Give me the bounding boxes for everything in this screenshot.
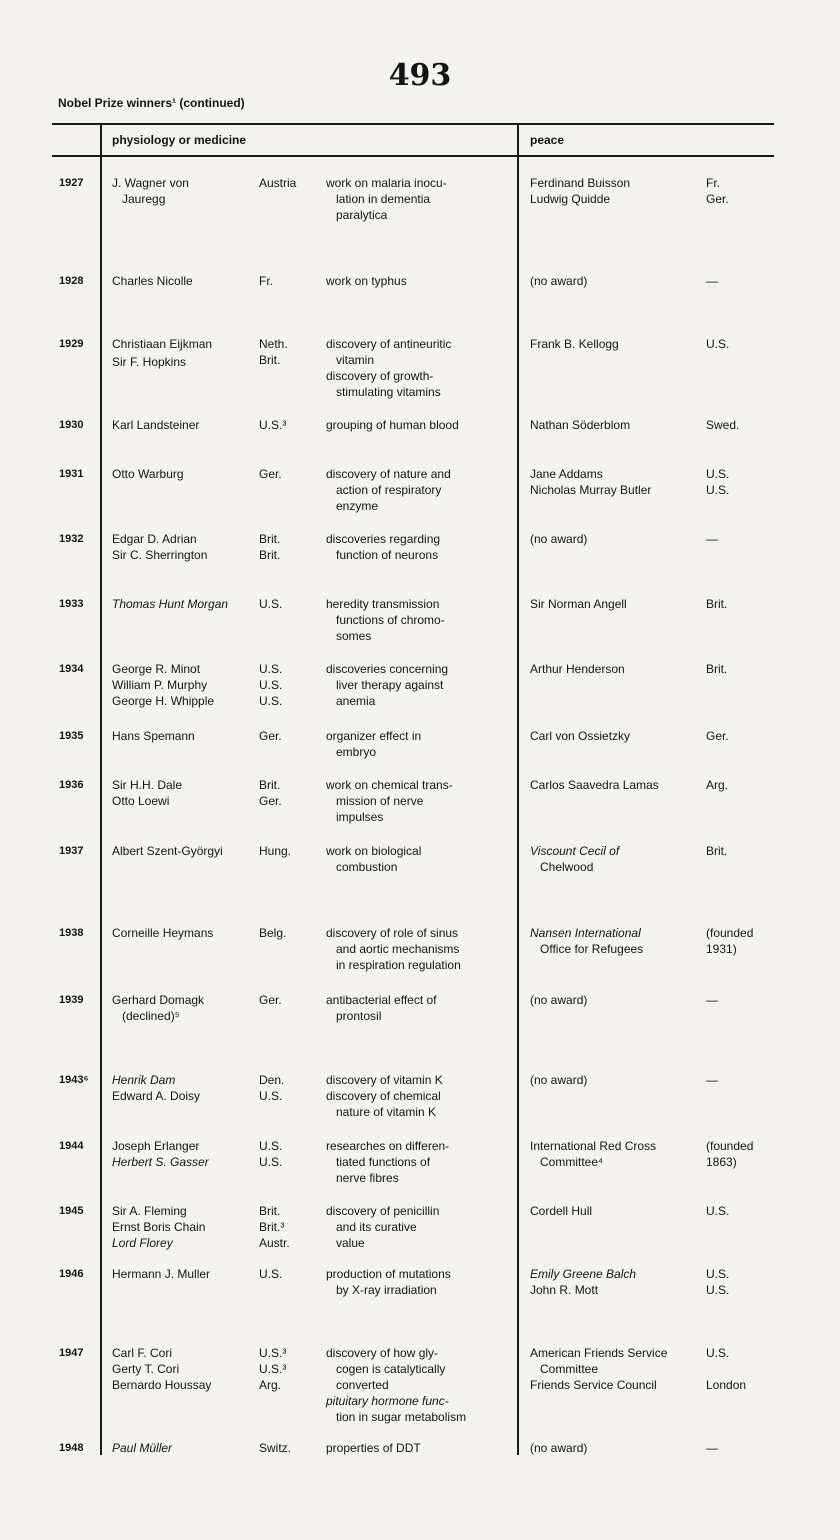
physiology-work [326, 925, 511, 973]
physiology-work-line: combustion [336, 860, 398, 874]
physiology-work [326, 1072, 511, 1120]
physiology-work-line: work on biological [326, 844, 422, 858]
physiology-laureate-line: Ernst Boris Chain [112, 1220, 206, 1234]
physiology-work [326, 1440, 511, 1456]
peace-country [706, 661, 776, 677]
physiology-country-line: Brit.³ [259, 1220, 285, 1234]
peace-laureate [530, 1138, 706, 1170]
peace-laureate-line: American Friends Service [530, 1346, 668, 1360]
peace-laureate [530, 1345, 706, 1393]
peace-country [706, 417, 776, 433]
peace-country [706, 531, 776, 547]
peace-country-line: Swed. [706, 418, 740, 432]
peace-country-line: 1863) [706, 1155, 737, 1169]
physiology-country [259, 1203, 321, 1251]
physiology-country [259, 1266, 321, 1282]
physiology-country [259, 925, 321, 941]
physiology-country-line: Brit. [259, 548, 281, 562]
physiology-work-line: tiated functions of [336, 1155, 431, 1169]
physiology-country-line: Brit. [259, 1204, 281, 1218]
physiology-country [259, 1138, 321, 1170]
physiology-work-line: work on chemical trans- [326, 778, 453, 792]
peace-laureate-line: Ferdinand Buisson [530, 176, 631, 190]
physiology-laureate-line: Henrik Dam [112, 1073, 176, 1087]
physiology-country [259, 1072, 321, 1104]
peace-laureate [530, 1266, 706, 1298]
peace-country [706, 728, 776, 744]
physiology-country-line: U.S.³ [259, 418, 287, 432]
physiology-work-line: discovery of how gly- [326, 1346, 439, 1360]
peace-laureate [530, 992, 706, 1008]
physiology-laureate-line: (declined)⁵ [122, 1009, 180, 1023]
physiology-laureate [112, 925, 257, 941]
physiology-work-line: nerve fibres [336, 1171, 399, 1185]
physiology-work-line: mission of nerve [336, 794, 424, 808]
year-cell: 1936 [59, 779, 84, 791]
physiology-work [326, 1203, 511, 1251]
peace-laureate-line: John R. Mott [530, 1283, 599, 1297]
peace-country [706, 1203, 776, 1219]
physiology-laureate-line: Hermann J. Muller [112, 1267, 211, 1281]
section-divider [517, 125, 519, 1455]
physiology-work-line: anemia [336, 694, 376, 708]
physiology-work-line: and its curative [336, 1220, 417, 1234]
peace-country-line: Ger. [706, 192, 729, 206]
peace-laureate-line: Nathan Söderblom [530, 418, 631, 432]
physiology-laureate [112, 175, 257, 207]
peace-laureate-line: Carlos Saavedra Lamas [530, 778, 659, 792]
physiology-laureate [112, 417, 257, 433]
physiology-work-line: functions of chromo- [336, 613, 445, 627]
physiology-country-line: U.S. [259, 1267, 283, 1281]
physiology-work-line: work on typhus [326, 274, 407, 288]
physiology-laureate-line: Hans Spemann [112, 729, 195, 743]
peace-country-line: Brit. [706, 597, 728, 611]
peace-country-line: U.S. [706, 1267, 730, 1281]
physiology-laureate-line: Thomas Hunt Morgan [112, 597, 229, 611]
physiology-country-line: Austria [259, 176, 297, 190]
physiology-laureate-line: Jauregg [122, 192, 166, 206]
peace-laureate [530, 336, 706, 352]
physiology-work [326, 1266, 511, 1298]
physiology-country-line: U.S.³ [259, 1346, 287, 1360]
physiology-work-line: and aortic mechanisms [336, 942, 460, 956]
physiology-work [326, 466, 511, 514]
table-header-rule [52, 155, 774, 157]
physiology-laureate [112, 273, 257, 289]
physiology-laureate [112, 728, 257, 744]
physiology-laureate [112, 843, 257, 859]
physiology-country [259, 1345, 321, 1393]
physiology-work-line: properties of DDT [326, 1441, 421, 1455]
physiology-work [326, 273, 511, 289]
peace-laureate-line: (no award) [530, 274, 588, 288]
physiology-country [259, 992, 321, 1008]
peace-country-line: U.S. [706, 1204, 730, 1218]
physiology-laureate-line: Sir C. Sherrington [112, 548, 208, 562]
physiology-laureate [112, 661, 257, 709]
physiology-country-line: U.S. [259, 597, 283, 611]
peace-country [706, 1345, 776, 1393]
physiology-work-line: stimulating vitamins [336, 385, 441, 399]
peace-laureate [530, 1203, 706, 1219]
peace-laureate [530, 925, 706, 957]
column-header-physiology: physiology or medicine [112, 133, 247, 147]
physiology-country [259, 777, 321, 809]
physiology-laureate-line: Edgar D. Adrian [112, 532, 197, 546]
physiology-work-line: by X-ray irradiation [336, 1283, 437, 1297]
year-cell: 1938 [59, 927, 84, 939]
physiology-country-line: Hung. [259, 844, 292, 858]
peace-country-line: — [706, 532, 718, 546]
physiology-work [326, 728, 511, 760]
physiology-laureate-line: Albert Szent-Györgyi [112, 844, 223, 858]
year-cell: 1934 [59, 663, 84, 675]
peace-country [706, 925, 776, 957]
physiology-laureate-line: George H. Whipple [112, 694, 215, 708]
year-cell: 1928 [59, 275, 84, 287]
physiology-country-line: Belg. [259, 926, 287, 940]
physiology-work-line: liver therapy against [336, 678, 444, 692]
physiology-work-line: discoveries concerning [326, 662, 449, 676]
peace-country [706, 336, 776, 352]
physiology-country [259, 531, 321, 563]
physiology-country-line: Brit. [259, 778, 281, 792]
physiology-work-line: discoveries regarding [326, 532, 441, 546]
physiology-laureate-line: Otto Loewi [112, 794, 170, 808]
year-cell: 1946 [59, 1268, 84, 1280]
physiology-country-line: Switz. [259, 1441, 292, 1455]
peace-country-line: Brit. [706, 662, 728, 676]
physiology-laureate-line: Paul Müller [112, 1441, 173, 1455]
physiology-laureate-line: Corneille Heymans [112, 926, 214, 940]
peace-laureate [530, 273, 706, 289]
physiology-country-line: Neth. [259, 337, 288, 351]
physiology-country [259, 175, 321, 191]
peace-country-line: — [706, 1441, 718, 1455]
physiology-country [259, 336, 321, 368]
peace-country-line: — [706, 274, 718, 288]
physiology-work-line: cogen is catalytically [336, 1362, 446, 1376]
physiology-country-line: U.S. [259, 694, 283, 708]
physiology-country-line: U.S. [259, 1139, 283, 1153]
physiology-work [326, 175, 511, 223]
physiology-work-line: organizer effect in [326, 729, 422, 743]
physiology-laureate [112, 336, 257, 370]
physiology-work-line: converted [336, 1378, 389, 1392]
physiology-laureate-line: Herbert S. Gasser [112, 1155, 209, 1169]
physiology-work [326, 843, 511, 875]
peace-laureate [530, 777, 706, 793]
physiology-work [326, 777, 511, 825]
peace-laureate [530, 1440, 706, 1456]
physiology-country [259, 466, 321, 482]
physiology-laureate-line: Charles Nicolle [112, 274, 193, 288]
physiology-country-line: Brit. [259, 532, 281, 546]
peace-laureate-line: Frank B. Kellogg [530, 337, 619, 351]
physiology-work [326, 992, 511, 1024]
peace-country-line: Fr. [706, 176, 720, 190]
peace-laureate-line: Nicholas Murray Butler [530, 483, 652, 497]
physiology-laureate [112, 1345, 257, 1393]
peace-laureate-line: Carl von Ossietzky [530, 729, 631, 743]
physiology-laureate [112, 596, 257, 612]
physiology-laureate-line: Lord Florey [112, 1236, 173, 1250]
peace-laureate [530, 466, 706, 498]
peace-country [706, 596, 776, 612]
physiology-laureate-line: Christiaan Eijkman [112, 337, 213, 351]
peace-laureate-line: Arthur Henderson [530, 662, 625, 676]
peace-country-line: Ger. [706, 729, 729, 743]
physiology-country [259, 843, 321, 859]
physiology-country-line: Ger. [259, 794, 282, 808]
physiology-work-line: work on malaria inocu- [326, 176, 447, 190]
year-cell: 1944 [59, 1140, 84, 1152]
year-cell: 1948 [59, 1442, 84, 1454]
physiology-work-line: embryo [336, 745, 377, 759]
physiology-laureate-line: Carl F. Cori [112, 1346, 173, 1360]
peace-country-line: — [706, 1073, 718, 1087]
peace-country [706, 466, 776, 498]
physiology-laureate-line: J. Wagner von [112, 176, 189, 190]
physiology-work-line: lation in dementia [336, 192, 431, 206]
physiology-work [326, 1138, 511, 1186]
physiology-country-line: Ger. [259, 467, 282, 481]
physiology-work-line: production of mutations [326, 1267, 451, 1281]
physiology-laureate-line: William P. Murphy [112, 678, 208, 692]
physiology-country-line: U.S. [259, 1089, 283, 1103]
physiology-work-line: somes [336, 629, 372, 643]
physiology-laureate [112, 992, 257, 1024]
physiology-work-line: nature of vitamin K [336, 1105, 437, 1119]
physiology-work [326, 596, 511, 644]
year-cell: 1943⁶ [59, 1074, 89, 1086]
physiology-work-line: enzyme [336, 499, 379, 513]
physiology-laureate-line: Joseph Erlanger [112, 1139, 200, 1153]
peace-laureate-line: International Red Cross [530, 1139, 657, 1153]
peace-country-line: 1931) [706, 942, 737, 956]
peace-laureate-line: Viscount Cecil of [530, 844, 620, 858]
peace-country [706, 1072, 776, 1088]
physiology-work-line: heredity transmission [326, 597, 440, 611]
year-cell: 1932 [59, 533, 84, 545]
physiology-work-line: discovery of chemical [326, 1089, 441, 1103]
peace-laureate-line: Sir Norman Angell [530, 597, 627, 611]
physiology-work-line: discovery of nature and [326, 467, 451, 481]
peace-laureate-line: Jane Addams [530, 467, 603, 481]
physiology-laureate [112, 466, 257, 482]
table-top-rule [52, 123, 774, 125]
year-cell: 1930 [59, 419, 84, 431]
year-cell: 1929 [59, 338, 84, 350]
physiology-country-line: Austr. [259, 1236, 290, 1250]
peace-laureate-line: Friends Service Council [530, 1378, 657, 1392]
peace-laureate [530, 417, 706, 433]
physiology-work-line: grouping of human blood [326, 418, 459, 432]
year-cell: 1947 [59, 1347, 84, 1359]
physiology-laureate-line: Sir F. Hopkins [112, 355, 187, 369]
year-column-divider [100, 125, 102, 1455]
peace-laureate [530, 175, 706, 207]
peace-laureate-line: (no award) [530, 993, 588, 1007]
physiology-work-line: researches on differen- [326, 1139, 450, 1153]
peace-laureate-line: Chelwood [540, 860, 594, 874]
peace-laureate [530, 661, 706, 677]
physiology-work-line: vitamin [336, 353, 375, 367]
peace-country-line: U.S. [706, 1283, 730, 1297]
physiology-laureate-line: Sir H.H. Dale [112, 778, 183, 792]
physiology-laureate [112, 1138, 257, 1170]
physiology-work-line: discovery of penicillin [326, 1204, 440, 1218]
peace-country-line: (founded [706, 926, 754, 940]
peace-laureate [530, 531, 706, 547]
physiology-country-line: U.S. [259, 662, 283, 676]
peace-laureate-line: Ludwig Quidde [530, 192, 611, 206]
physiology-work-line: action of respiratory [336, 483, 442, 497]
physiology-laureate [112, 1440, 257, 1456]
peace-country [706, 1440, 776, 1456]
peace-country-line: London [706, 1378, 747, 1392]
physiology-work-line: impulses [336, 810, 384, 824]
physiology-work-line: antibacterial effect of [326, 993, 437, 1007]
column-header-peace: peace [530, 133, 565, 147]
physiology-country-line: Brit. [259, 353, 281, 367]
physiology-country-line: Den. [259, 1073, 285, 1087]
physiology-country [259, 661, 321, 709]
peace-laureate-line: Cordell Hull [530, 1204, 593, 1218]
year-cell: 1933 [59, 598, 84, 610]
physiology-laureate-line: Gerty T. Cori [112, 1362, 180, 1376]
peace-laureate-line: Emily Greene Balch [530, 1267, 637, 1281]
physiology-laureate-line: George R. Minot [112, 662, 201, 676]
peace-laureate-line: Office for Refugees [540, 942, 644, 956]
physiology-country-line: Fr. [259, 274, 273, 288]
peace-laureate-line: (no award) [530, 1441, 588, 1455]
physiology-work [326, 417, 511, 433]
physiology-laureate-line: Otto Warburg [112, 467, 184, 481]
peace-country [706, 843, 776, 859]
peace-country [706, 273, 776, 289]
page-number: 493 [388, 58, 452, 93]
physiology-work [326, 661, 511, 709]
peace-country-line: Brit. [706, 844, 728, 858]
physiology-work-line: pituitary hormone func- [326, 1394, 449, 1408]
peace-country-line: Arg. [706, 778, 729, 792]
peace-laureate-line: (no award) [530, 532, 588, 546]
physiology-country [259, 273, 321, 289]
peace-country-line: U.S. [706, 337, 730, 351]
year-cell: 1931 [59, 468, 84, 480]
peace-country-line: (founded [706, 1139, 754, 1153]
physiology-work-line: prontosil [336, 1009, 382, 1023]
peace-country-line: U.S. [706, 467, 730, 481]
peace-country-line [706, 1361, 776, 1377]
physiology-laureate-line: Bernardo Houssay [112, 1378, 212, 1392]
year-cell: 1937 [59, 845, 84, 857]
peace-country [706, 175, 776, 207]
peace-laureate-line: (no award) [530, 1073, 588, 1087]
physiology-laureate [112, 777, 257, 809]
physiology-country [259, 728, 321, 744]
physiology-laureate [112, 1072, 257, 1104]
physiology-work-line: tion in sugar metabolism [336, 1410, 467, 1424]
running-head: Nobel Prize winners¹ (continued) [58, 96, 245, 110]
physiology-laureate-line: Karl Landsteiner [112, 418, 200, 432]
physiology-country-line: Ger. [259, 729, 282, 743]
physiology-work-line: paralytica [336, 208, 388, 222]
physiology-work-line: discovery of antineuritic [326, 337, 452, 351]
year-cell: 1935 [59, 730, 84, 742]
physiology-work [326, 531, 511, 563]
peace-laureate [530, 728, 706, 744]
peace-laureate-line: Nansen International [530, 926, 641, 940]
physiology-work-line: value [336, 1236, 365, 1250]
physiology-laureate [112, 531, 257, 563]
peace-laureate [530, 596, 706, 612]
physiology-country-line: U.S.³ [259, 1362, 287, 1376]
physiology-work-line: discovery of vitamin K [326, 1073, 443, 1087]
peace-country-line: U.S. [706, 483, 730, 497]
physiology-laureate-line: Gerhard Domagk [112, 993, 205, 1007]
physiology-laureate [112, 1203, 257, 1251]
physiology-laureate [112, 1266, 257, 1282]
physiology-country [259, 596, 321, 612]
physiology-country-line: Arg. [259, 1378, 282, 1392]
physiology-country [259, 1440, 321, 1456]
physiology-work-line: discovery of growth- [326, 369, 434, 383]
peace-laureate [530, 843, 706, 875]
physiology-country-line: U.S. [259, 1155, 283, 1169]
physiology-work [326, 1345, 511, 1425]
physiology-country-line: U.S. [259, 678, 283, 692]
physiology-work [326, 336, 511, 400]
physiology-work-line: function of neurons [336, 548, 439, 562]
physiology-country [259, 417, 321, 433]
peace-country-line: U.S. [706, 1346, 730, 1360]
physiology-laureate-line: Sir A. Fleming [112, 1204, 187, 1218]
peace-laureate-line: Committee [540, 1362, 599, 1376]
year-cell: 1945 [59, 1205, 84, 1217]
year-cell: 1927 [59, 177, 84, 189]
peace-country [706, 992, 776, 1008]
physiology-work-line: in respiration regulation [336, 958, 461, 972]
peace-country-line: — [706, 993, 718, 1007]
peace-country [706, 1138, 776, 1170]
peace-country [706, 777, 776, 793]
physiology-work-line: discovery of role of sinus [326, 926, 459, 940]
peace-laureate-line: Committee⁴ [540, 1155, 604, 1169]
peace-laureate [530, 1072, 706, 1088]
peace-country [706, 1266, 776, 1298]
physiology-laureate-line: Edward A. Doisy [112, 1089, 201, 1103]
year-cell: 1939 [59, 994, 84, 1006]
physiology-country-line: Ger. [259, 993, 282, 1007]
